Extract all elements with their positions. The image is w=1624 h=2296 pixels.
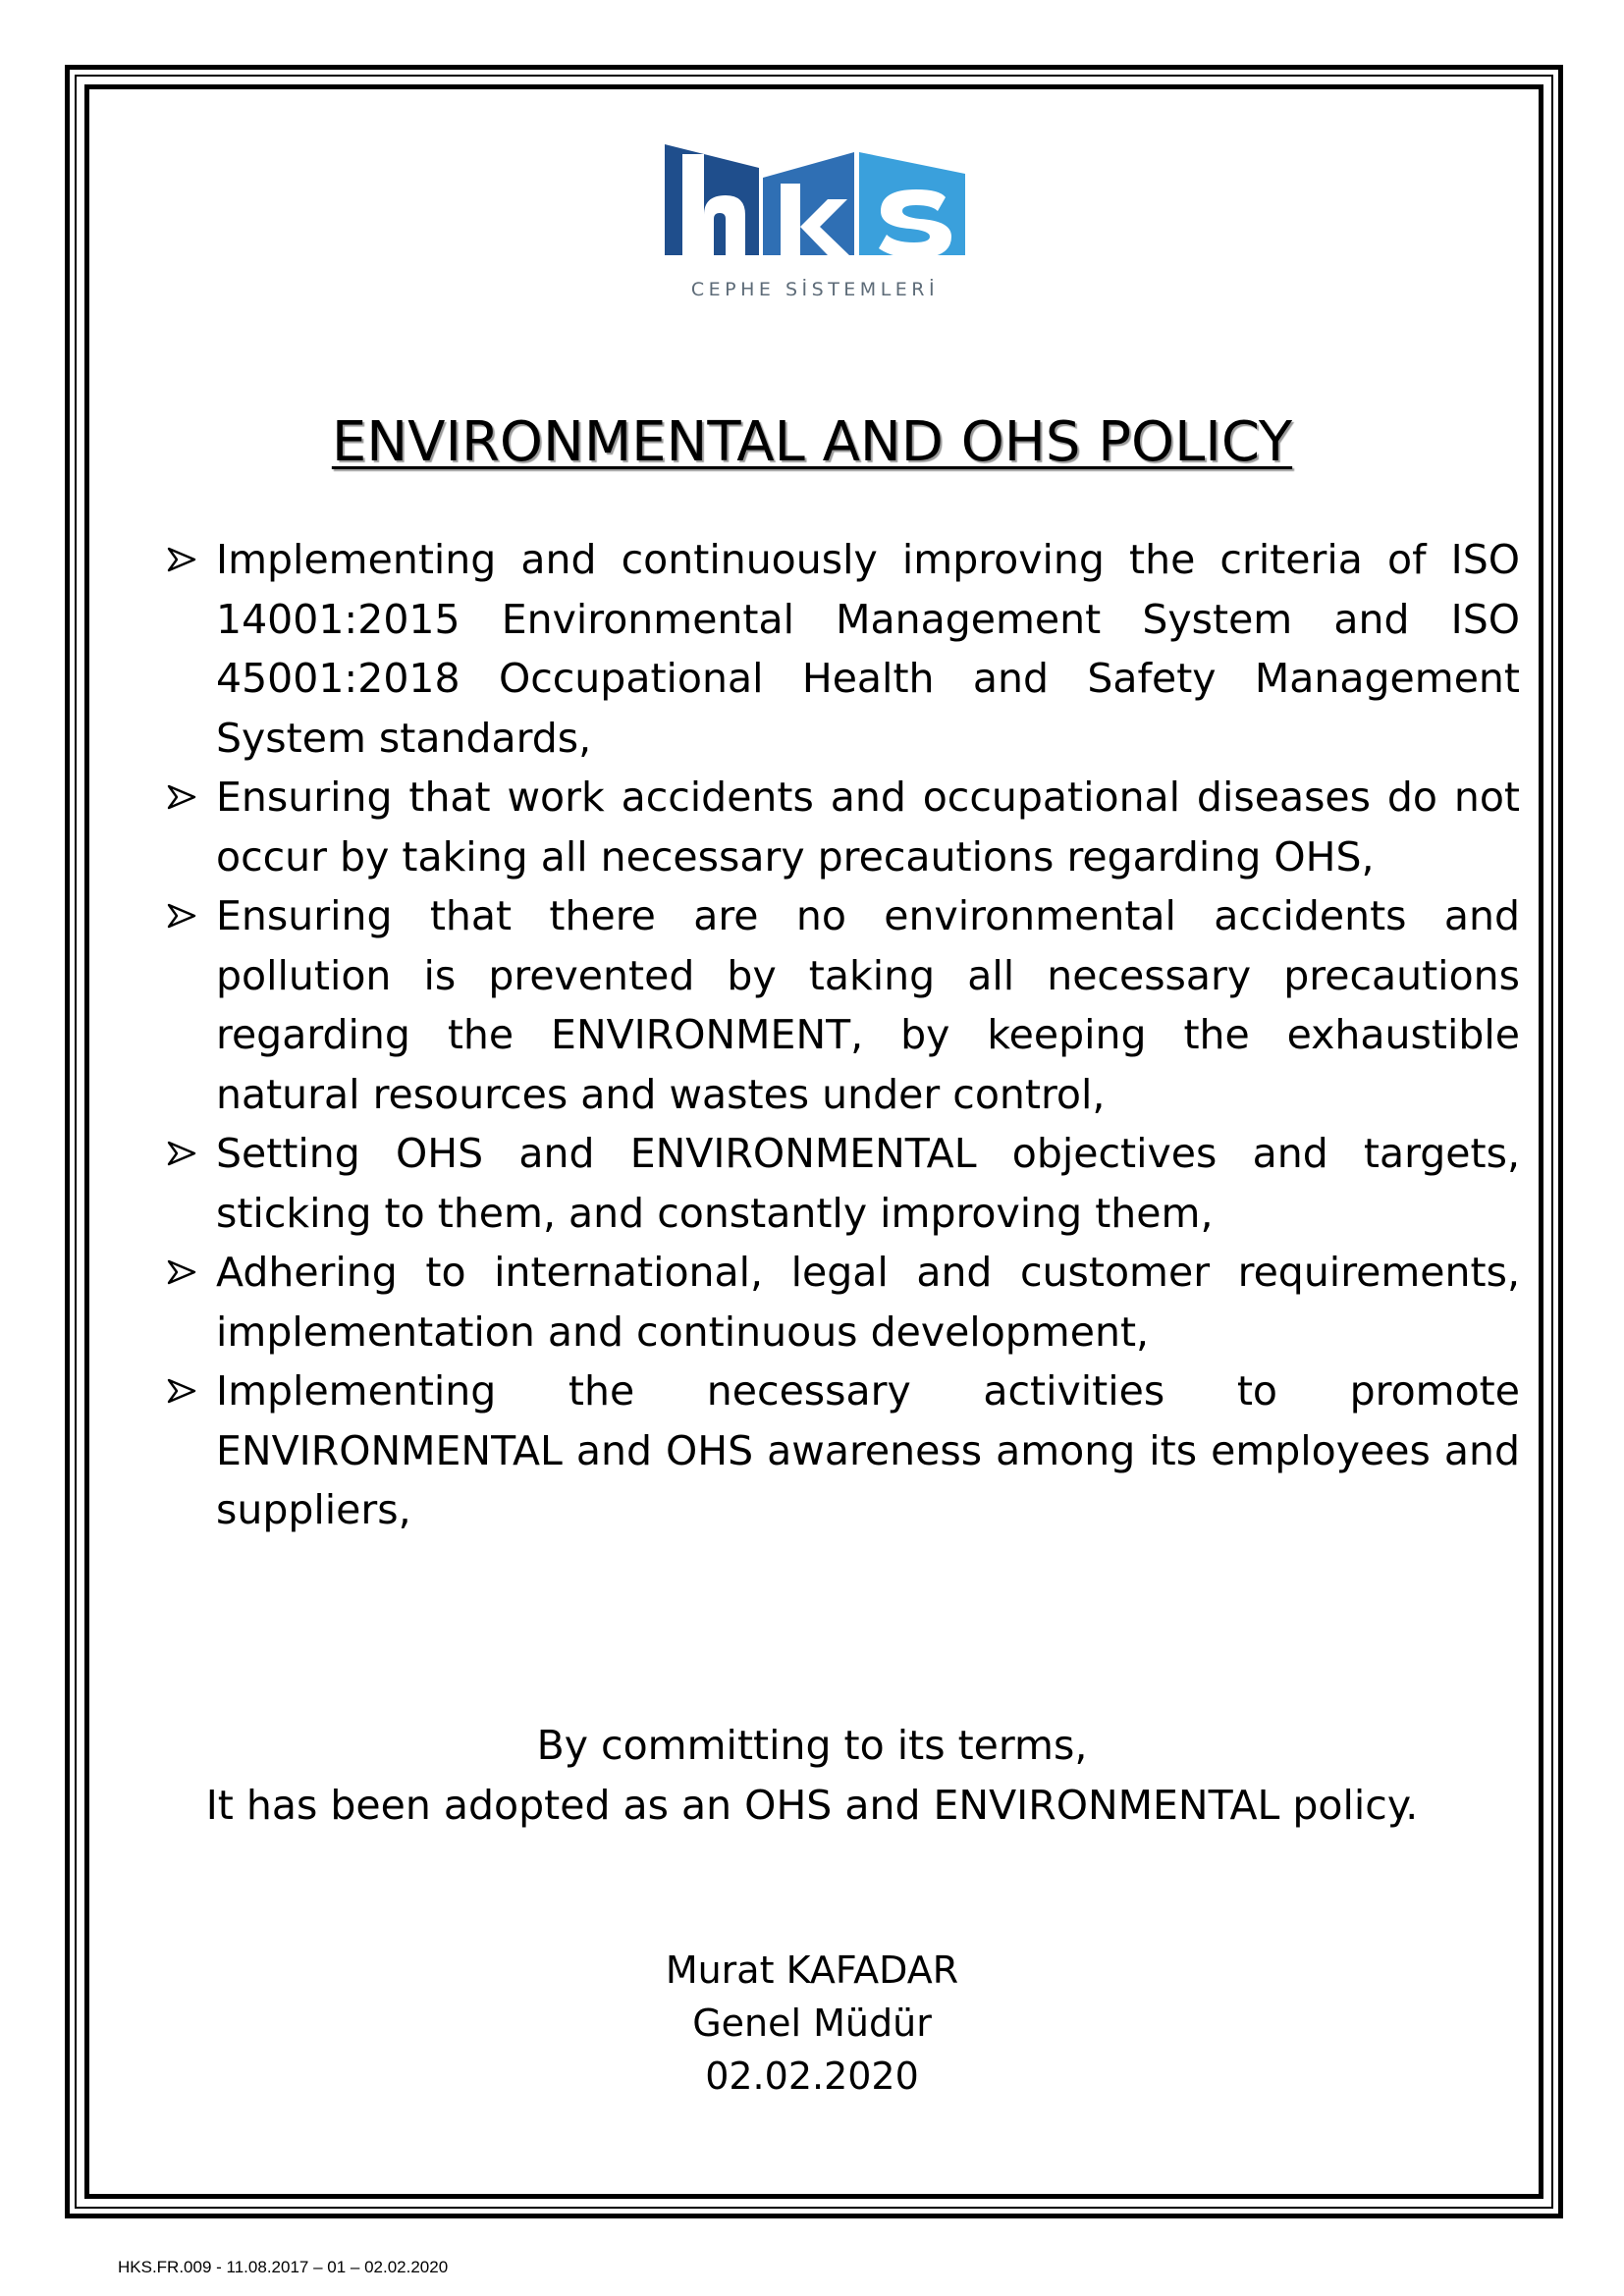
policy-item-text: Implementing the necessary activities to promote ENVIRONMENTAL and OHS awareness among its employees and suppliers,: [216, 1367, 1520, 1533]
policy-item-text: Ensuring that there are no environmental accidents and pollution is prevented by taking all necessary precautions regarding the ENVIRONMENT, by keeping the exhaustible natural resources and wastes under control,: [216, 892, 1520, 1118]
policy-title: ENVIRONMENTAL AND OHS POLICY: [331, 410, 1293, 474]
company-logo: [653, 133, 977, 309]
arrow-bullet-icon: [167, 547, 196, 572]
arrow-bullet-icon: [167, 1259, 196, 1285]
closing-statement: [196, 1716, 1428, 1836]
logo-tagline: CEPHE SİSTEMLERİ: [690, 279, 940, 300]
policy-item-text: Ensuring that work accidents and occupational diseases do not occur by taking all necessary precautions regarding OHS,: [216, 774, 1520, 881]
closing-line-2: It has been adopted as an OHS and ENVIRONMENTAL policy.: [205, 1782, 1419, 1829]
arrow-bullet-icon: [167, 784, 196, 810]
policy-item: [167, 1243, 1520, 1362]
policy-item: [167, 1124, 1520, 1243]
signatory-position: Genel Müdür: [692, 2002, 932, 2045]
logo-k-stem: [781, 184, 800, 255]
arrow-bullet-icon: [167, 903, 196, 929]
logo-s-letter: [879, 189, 951, 258]
signature-date: 02.02.2020: [705, 2055, 919, 2098]
logo-h-stem: [682, 154, 704, 255]
policy-item-text: Setting OHS and ENVIRONMENTAL objectives and targets, sticking to them, and constantly improving them,: [216, 1130, 1520, 1237]
policy-list: [167, 530, 1520, 1540]
policy-item: [167, 768, 1520, 886]
policy-item: [167, 886, 1520, 1124]
signatory-name: Murat KAFADAR: [665, 1949, 959, 1992]
arrow-bullet-icon: [167, 1378, 196, 1404]
document-code-footer: HKS.FR.009 - 11.08.2017 – 01 – 02.02.2020: [118, 2258, 449, 2276]
signature-block: [517, 1944, 1107, 2103]
arrow-bullet-icon: [167, 1141, 196, 1166]
policy-item-text: Implementing and continuously improving the criteria of ISO 14001:2015 Environmental Management System and ISO 45001:2018 Occupational Health and Safety Management System standards,: [216, 536, 1520, 762]
policy-item: [167, 530, 1520, 768]
policy-item-text: Adhering to international, legal and customer requirements, implementation and continuous development,: [216, 1249, 1520, 1356]
policy-item: [167, 1362, 1520, 1540]
closing-line-1: By committing to its terms,: [536, 1722, 1088, 1769]
